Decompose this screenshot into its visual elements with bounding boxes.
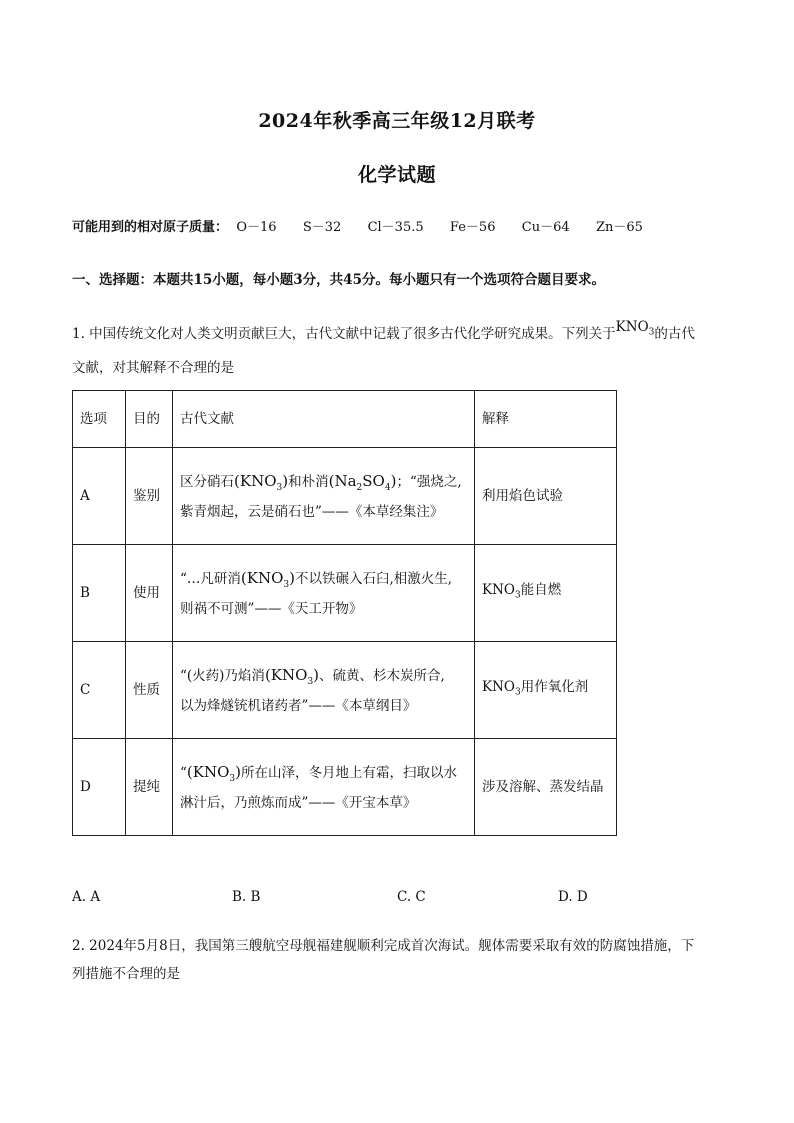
q1-stem-line1 — [72, 319, 695, 345]
table-cell-option: A — [73, 448, 126, 545]
choice-c[interactable]: C. C — [397, 889, 426, 905]
atomic-mass-item: O－16 — [236, 220, 277, 235]
atomic-mass-item: Cl－35.5 — [367, 220, 424, 235]
page-title: 2024年秋季高三年级12月联考 — [258, 110, 536, 132]
kno3-formula: $(KNO_3)$ — [240, 568, 295, 590]
table-cell-literature: 区分硝石$(KNO_3)$和朴消$(Na_2SO_4)$；“强烧之, 紫青烟起，云是硝石也”——《本草经集注》 — [173, 448, 475, 545]
kno3-formula: $KNO_3$ — [482, 679, 521, 698]
q1-table — [72, 390, 617, 836]
table-row — [73, 642, 617, 739]
table-row — [73, 545, 617, 642]
table-cell-option: D — [73, 739, 126, 836]
table-cell-literature: “(火药)乃焰消$(KNO_3)$、硫黄、杉木炭所合, 以为烽燧铳机诸药者”——《本草纲目》 — [173, 642, 475, 739]
q2-stem-line1: 2. 2024年5月8日，我国第三艘航空母舰福建舰顺利完成首次海试。舰体需要采取有效的防腐蚀措施，下 — [72, 938, 695, 954]
table-cell-purpose: 使用 — [126, 545, 173, 642]
table-cell-literature: “$(KNO_3)$所在山泽，冬月地上有霜，扫取以水 淋汁后，乃煎炼而成”——《开宝本草》 — [173, 739, 475, 836]
table-cell-explanation: $KNO_3$能自燃 — [475, 545, 617, 642]
table-cell-purpose: 鉴别 — [126, 448, 173, 545]
table-row — [73, 739, 617, 836]
table-header-row — [73, 391, 617, 448]
na2so4-formula: $(Na_2SO_4)$ — [328, 471, 397, 493]
table-row — [73, 448, 617, 545]
q1-stem-text: 的古代 — [654, 326, 695, 342]
q1-stem-line2: 文献，对其解释不合理的是 — [72, 360, 234, 376]
table-header-cell: 古代文献 — [173, 391, 475, 448]
table-cell-purpose: 性质 — [126, 642, 173, 739]
kno3-formula: $(KNO_3)$ — [234, 471, 289, 493]
table-header-cell: 解释 — [475, 391, 617, 448]
choice-d[interactable]: D. D — [558, 889, 588, 905]
section-heading: 一、选择题：本题共15小题，每小题3分，共45分。每小题只有一个选项符合题目要求。 — [72, 272, 605, 288]
kno3-formula: $KNO_3$ — [615, 319, 655, 338]
table-cell-explanation: 利用焰色试验 — [475, 448, 617, 545]
table-cell-literature: “…凡研消$(KNO_3)$不以铁碾入石臼,相激火生, 则祸不可测”——《天工开物》 — [173, 545, 475, 642]
atomic-mass-item: Cu－64 — [521, 220, 570, 235]
page-subtitle: 化学试题 — [357, 164, 436, 186]
choice-b[interactable]: B. B — [232, 889, 261, 905]
atomic-mass-item: S－32 — [302, 220, 342, 235]
atomic-mass-item: Fe－56 — [449, 220, 496, 235]
table-header-cell: 目的 — [126, 391, 173, 448]
kno3-formula: $KNO_3$ — [482, 582, 521, 601]
atomic-mass-item: Zn－65 — [595, 220, 643, 235]
table-cell-explanation: 涉及溶解、蒸发结晶 — [475, 739, 617, 836]
q2-stem-line2: 列措施不合理的是 — [72, 966, 180, 982]
table-cell-option: C — [73, 642, 126, 739]
atomic-mass-line — [72, 216, 665, 235]
atomic-mass-label: 可能用到的相对原子质量： — [72, 220, 229, 235]
choice-a[interactable]: A. A — [72, 889, 101, 905]
kno3-formula: $(KNO_3)$ — [186, 762, 241, 784]
q1-stem-text: 1. 中国传统文化对人类文明贡献巨大，古代文献中记载了很多古代化学研究成果。下列关于 — [72, 326, 616, 342]
table-cell-purpose: 提纯 — [126, 739, 173, 836]
table-cell-option: B — [73, 545, 126, 642]
table-cell-explanation: $KNO_3$用作氧化剂 — [475, 642, 617, 739]
kno3-formula: $(KNO_3)$ — [264, 665, 320, 687]
table-header-cell: 选项 — [73, 391, 126, 448]
